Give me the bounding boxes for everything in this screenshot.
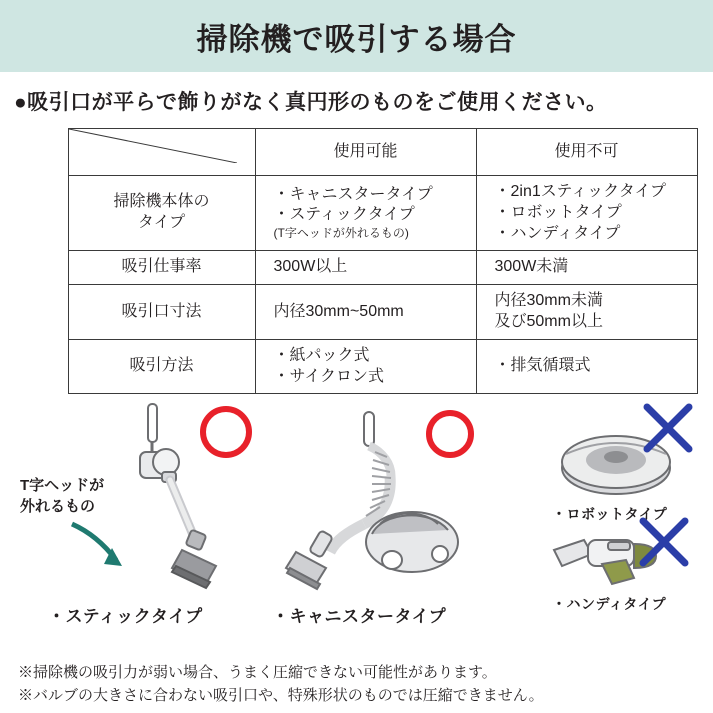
- ng-item: ・排気循環式: [494, 357, 591, 375]
- page-title: 掃除機で吸引する場合: [196, 21, 517, 57]
- row-label-line2: タイプ: [137, 214, 186, 232]
- row-label-size: 吸引口寸法: [68, 285, 255, 340]
- table-row: [68, 251, 697, 285]
- row-ok-type: [255, 176, 476, 251]
- row-ng-method: [476, 339, 697, 394]
- ok-item: 300W以上: [273, 258, 348, 276]
- row-label-power: 吸引仕事率: [68, 251, 255, 285]
- ng-item: ・ハンディタイプ: [494, 224, 621, 242]
- table-row: [68, 176, 697, 251]
- ok-item: 内径30mm~50mm: [273, 302, 404, 320]
- ok-item: ・サイクロン式: [273, 367, 385, 385]
- spec-table-wrapper: [68, 128, 667, 394]
- ng-item: ・2in1スティックタイプ: [494, 183, 667, 200]
- row-ok-power: [255, 251, 476, 285]
- ok-item: ・スティックタイプ: [273, 206, 415, 224]
- table-row: [68, 285, 697, 340]
- ok-note: (T字ヘッドが外れるもの): [273, 226, 409, 241]
- stick-caption: [48, 602, 203, 627]
- ok-item: ・紙パック式: [273, 346, 370, 364]
- spec-table: [68, 128, 698, 394]
- ng-item: 300W未満: [494, 258, 569, 276]
- ng-cross-mark-handy: [636, 514, 692, 575]
- page-header: [0, 0, 713, 72]
- ok-circle-mark-canister: [424, 408, 476, 465]
- table-corner-cell: [68, 129, 255, 176]
- ok-circle-mark-stick: [198, 404, 254, 465]
- row-label-method: 吸引方法: [68, 339, 255, 394]
- diagonal-line-icon: [69, 129, 255, 175]
- row-ok-size: [255, 285, 476, 340]
- table-row: [68, 339, 697, 394]
- table-header-ng: 使用不可: [476, 129, 697, 176]
- stick-head-note-line2: 外れるもの: [20, 497, 96, 515]
- robot-caption-text: ・ロボットタイプ: [552, 506, 668, 523]
- footnote-item: ※掃除機の吸引力が弱い場合、うまく圧縮できない可能性があります。: [18, 663, 497, 681]
- row-ng-power: [476, 251, 697, 285]
- canister-caption-text: ・キャニスタータイプ: [272, 607, 447, 627]
- row-ng-size: [476, 285, 697, 340]
- stick-head-note-line1: T字ヘッドが: [20, 477, 105, 495]
- arrow-icon: [68, 520, 134, 579]
- table-header-ok: 使用可能: [255, 129, 476, 176]
- ng-item: 内径30mm未満: [494, 292, 603, 310]
- handy-caption: [552, 594, 666, 614]
- footnote-item: ※バルブの大きさに合わない吸引口や、特殊形状のものでは圧縮できません。: [18, 686, 544, 704]
- row-ok-method: [255, 339, 476, 394]
- stick-head-note: [20, 476, 104, 517]
- ng-item: ・ロボットタイプ: [494, 203, 622, 221]
- illustration-area: [0, 398, 713, 638]
- row-label-line1: 掃除機本体の: [113, 193, 210, 211]
- handy-caption-text: ・ハンディタイプ: [552, 596, 667, 613]
- stick-caption-text: ・スティックタイプ: [48, 607, 203, 627]
- ng-item: 及び50mm以上: [494, 312, 603, 330]
- ng-cross-mark-robot: [640, 400, 696, 461]
- table-header-row: [68, 129, 697, 176]
- footnotes: [0, 661, 713, 708]
- row-ng-type: [476, 176, 697, 251]
- ok-item: ・キャニスタータイプ: [273, 185, 433, 203]
- lead-text: ●吸引口が平らで飾りがなく真円形のものをご使用ください。: [14, 91, 608, 114]
- row-label-type: [68, 176, 255, 251]
- canister-caption: [272, 602, 446, 627]
